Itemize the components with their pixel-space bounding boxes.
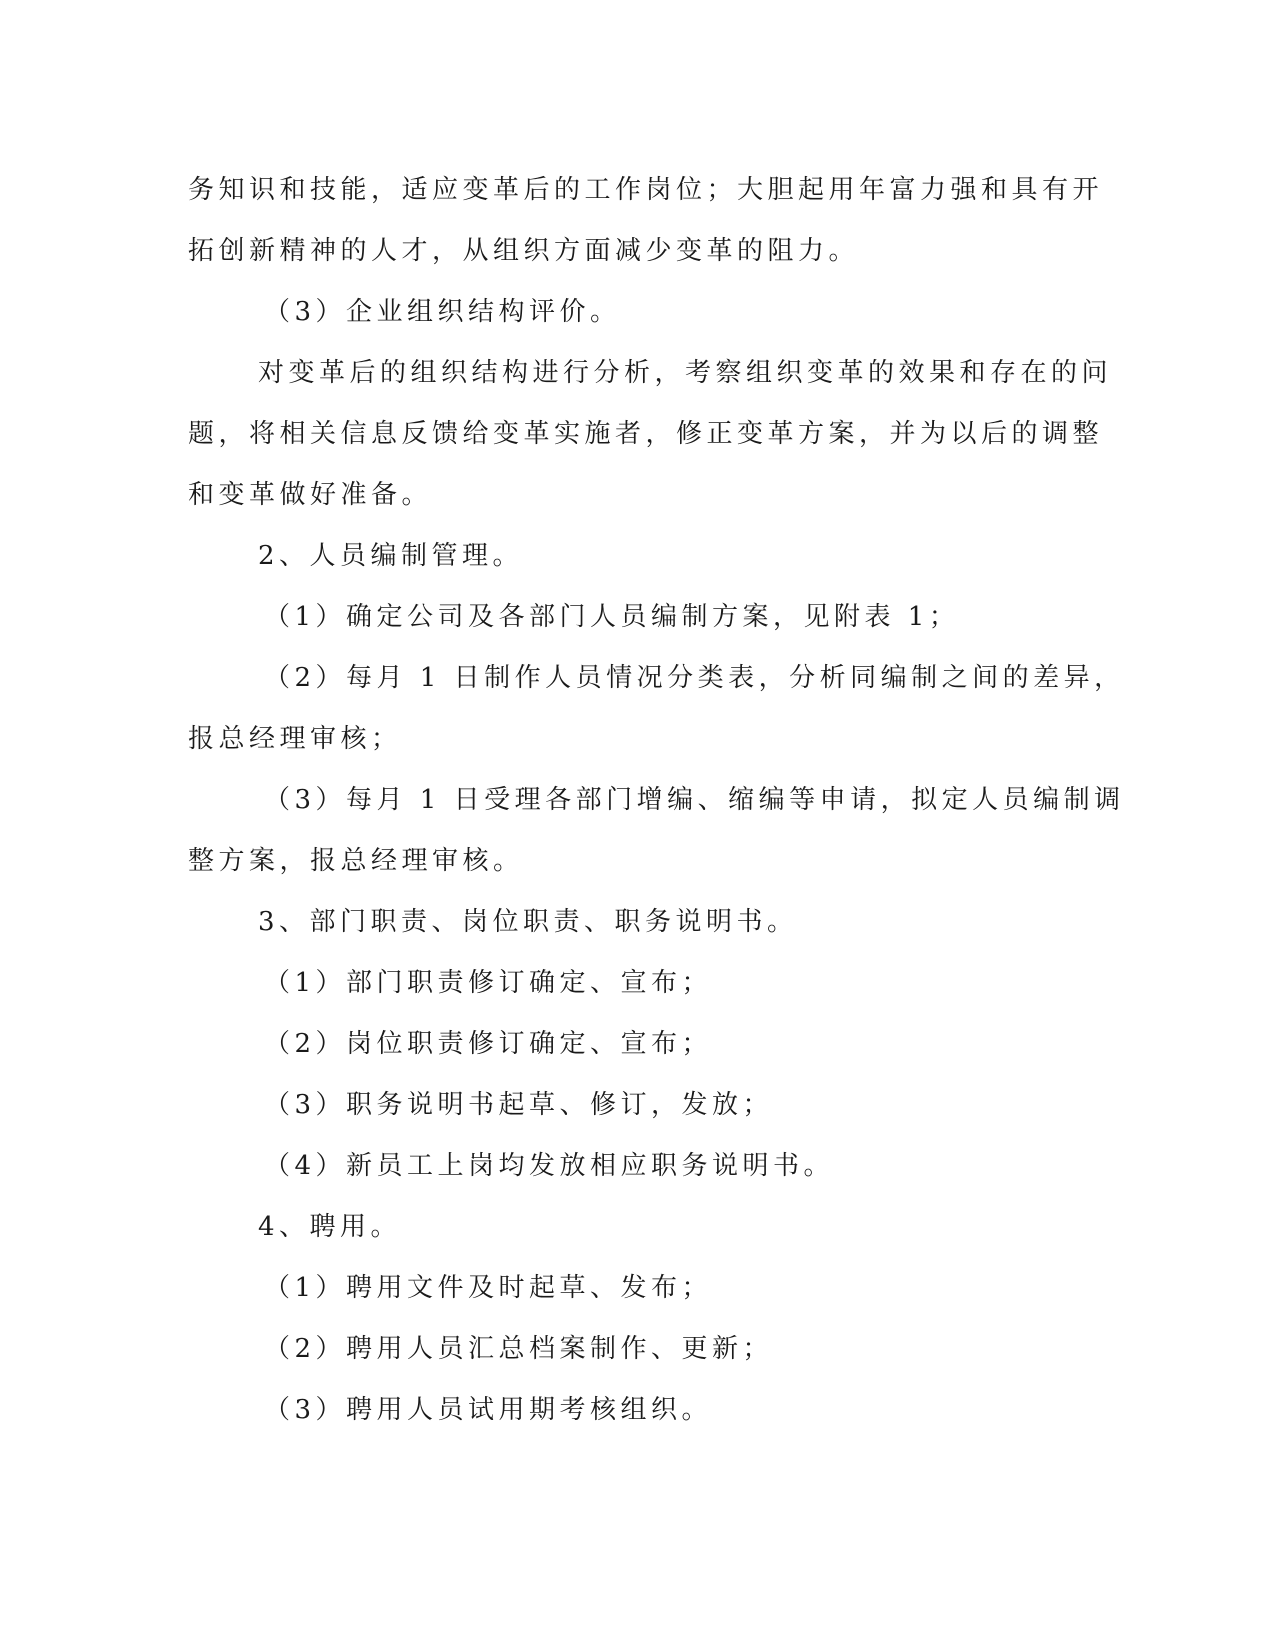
section-heading: 2、人员编制管理。 bbox=[258, 541, 524, 571]
paragraph-line: 整方案，报总经理审核。 bbox=[188, 846, 524, 876]
paragraph-line: 报总经理审核； bbox=[188, 724, 402, 754]
list-item: （2）聘用人员汇总档案制作、更新； bbox=[264, 1334, 774, 1364]
section-heading: 3、部门职责、岗位职责、职务说明书。 bbox=[258, 907, 798, 937]
list-item: （2）岗位职责修订确定、宣布； bbox=[264, 1029, 713, 1059]
paragraph-line: 对变革后的组织结构进行分析，考察组织变革的效果和存在的问 bbox=[258, 358, 1113, 388]
list-item: （3）聘用人员试用期考核组织。 bbox=[264, 1395, 713, 1425]
list-item: （4）新员工上岗均发放相应职务说明书。 bbox=[264, 1151, 835, 1181]
list-item: （3）每月 1 日受理各部门增编、缩编等申请，拟定人员编制调 bbox=[264, 785, 1125, 815]
subsection-heading: （3）企业组织结构评价。 bbox=[264, 297, 621, 327]
list-item: （2）每月 1 日制作人员情况分类表，分析同编制之间的差异， bbox=[264, 663, 1125, 693]
paragraph-line: 务知识和技能，适应变革后的工作岗位；大胆起用年富力强和具有开 bbox=[188, 175, 1104, 205]
paragraph-line: 题，将相关信息反馈给变革实施者，修正变革方案，并为以后的调整 bbox=[188, 419, 1104, 449]
document-body bbox=[188, 160, 1125, 1441]
section-heading: 4、聘用。 bbox=[258, 1212, 402, 1242]
list-item: （1）部门职责修订确定、宣布； bbox=[264, 968, 713, 998]
paragraph-line: 拓创新精神的人才，从组织方面减少变革的阻力。 bbox=[188, 236, 860, 266]
paragraph-line: 和变革做好准备。 bbox=[188, 480, 433, 510]
list-item: （1）聘用文件及时起草、发布； bbox=[264, 1273, 713, 1303]
list-item: （1）确定公司及各部门人员编制方案，见附表 1； bbox=[264, 602, 960, 632]
list-item: （3）职务说明书起草、修订，发放； bbox=[264, 1090, 774, 1120]
